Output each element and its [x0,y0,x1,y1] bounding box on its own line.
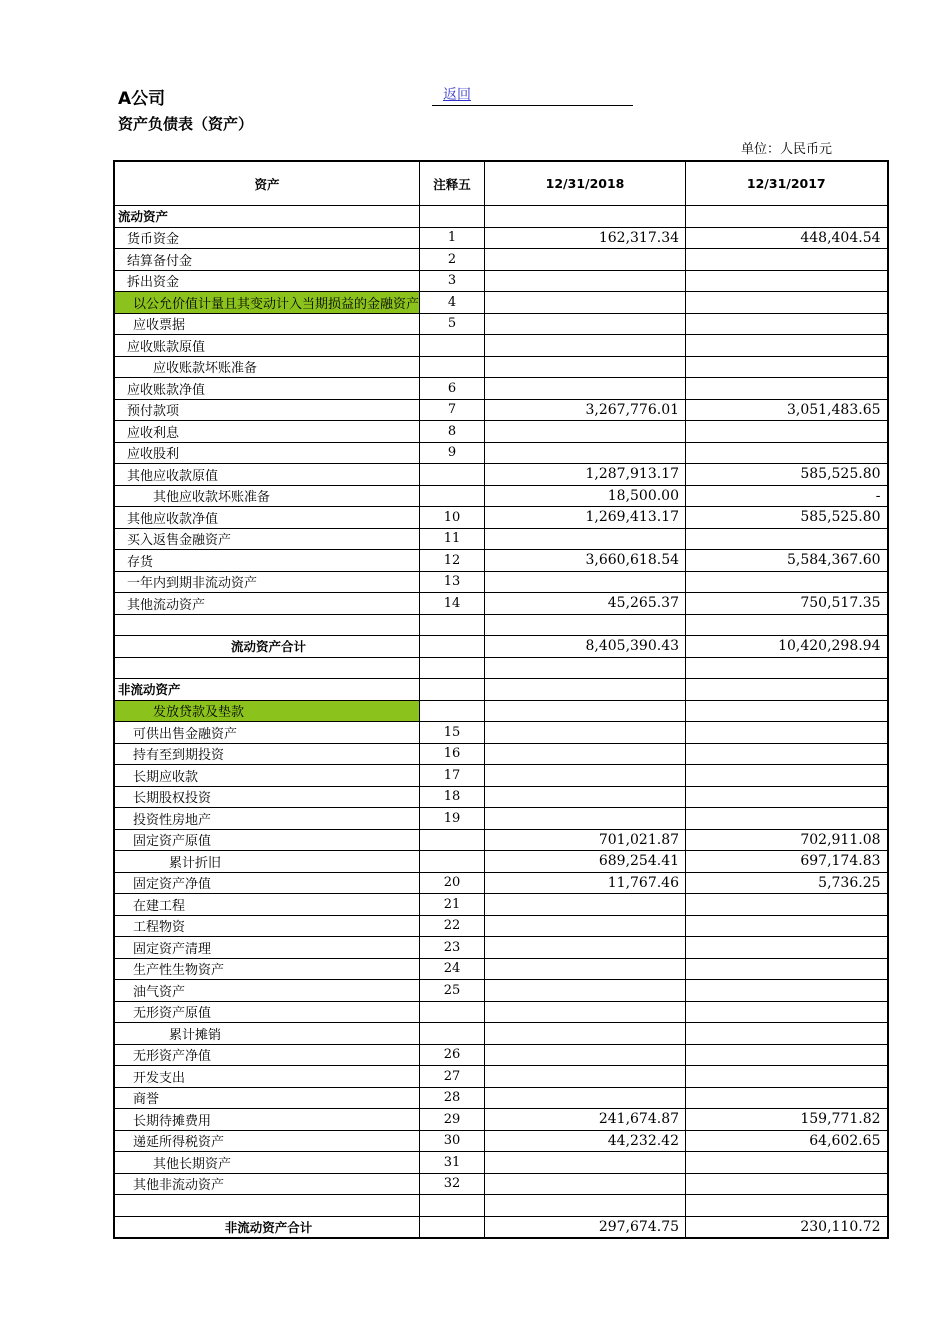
row-value-2018 [485,722,686,744]
row-note: 10 [420,507,485,529]
table-row [114,1087,888,1109]
row-value-2017 [686,206,888,228]
row-value-2018: 162,317.34 [485,227,686,249]
row-label: 买入返售金融资产 [114,528,420,550]
table-row [114,765,888,787]
row-value-2018 [485,679,686,701]
table-row [114,442,888,464]
row-value-2018 [485,270,686,292]
back-link-cell [432,84,633,106]
table-row [114,421,888,443]
row-value-2017: 5,584,367.60 [686,550,888,572]
row-value-2018 [485,442,686,464]
row-label: 结算备付金 [114,249,420,271]
row-value-2018 [485,1066,686,1088]
row-note [420,829,485,851]
table-row [114,700,888,722]
table-row [114,1044,888,1066]
row-label: 长期待摊费用 [114,1109,420,1131]
row-value-2017 [686,700,888,722]
row-label: 应收账款坏账准备 [114,356,420,378]
row-label: 应收票据 [114,313,420,335]
table-row [114,356,888,378]
row-label: 非流动资产 [114,679,420,701]
row-label: 发放贷款及垫款 [114,700,420,722]
table-row [114,571,888,593]
table-row [114,292,888,314]
table-row [114,464,888,486]
row-value-2017: 3,051,483.65 [686,399,888,421]
row-note: 15 [420,722,485,744]
row-label: 一年内到期非流动资产 [114,571,420,593]
row-note: 14 [420,593,485,615]
row-note: 12 [420,550,485,572]
row-label: 流动资产合计 [114,636,420,658]
table-row [114,378,888,400]
row-value-2018 [485,808,686,830]
table-row [114,1066,888,1088]
row-value-2018 [485,657,686,679]
row-value-2018 [485,378,686,400]
row-note: 3 [420,270,485,292]
row-label: 在建工程 [114,894,420,916]
table-row [114,722,888,744]
row-value-2017: 750,517.35 [686,593,888,615]
header-2017: 12/31/2017 [686,161,888,206]
row-note: 26 [420,1044,485,1066]
row-value-2017 [686,894,888,916]
back-link[interactable]: 返回 [443,87,471,103]
table-row [114,335,888,357]
row-value-2018 [485,356,686,378]
row-note [420,356,485,378]
row-note [420,1023,485,1045]
row-value-2017 [686,679,888,701]
row-value-2017 [686,743,888,765]
row-value-2018 [485,915,686,937]
row-value-2017: 697,174.83 [686,851,888,873]
row-note: 19 [420,808,485,830]
row-label: 其他应收款净值 [114,507,420,529]
row-note: 9 [420,442,485,464]
row-value-2018 [485,1195,686,1217]
row-value-2017 [686,571,888,593]
table-row [114,786,888,808]
row-value-2017 [686,1023,888,1045]
row-value-2017: 5,736.25 [686,872,888,894]
row-value-2018 [485,980,686,1002]
row-note [420,485,485,507]
row-label: 生产性生物资产 [114,958,420,980]
table-row [114,915,888,937]
row-note [420,636,485,658]
table-row [114,1152,888,1174]
table-row [114,1130,888,1152]
row-label: 固定资产原值 [114,829,420,851]
row-value-2018 [485,1044,686,1066]
row-label: 其他非流动资产 [114,1173,420,1195]
row-label: 应收账款原值 [114,335,420,357]
row-label: 拆出资金 [114,270,420,292]
table-row [114,593,888,615]
row-value-2018 [485,937,686,959]
row-value-2018 [485,571,686,593]
row-label: 预付款项 [114,399,420,421]
row-note [420,700,485,722]
row-note: 20 [420,872,485,894]
row-value-2017: 585,525.80 [686,507,888,529]
row-value-2017 [686,1195,888,1217]
row-label: 累计摊销 [114,1023,420,1045]
row-value-2017 [686,1087,888,1109]
row-note: 25 [420,980,485,1002]
row-value-2017 [686,249,888,271]
row-value-2017 [686,1173,888,1195]
row-value-2018 [485,894,686,916]
row-label [114,614,420,636]
row-label: 商誉 [114,1087,420,1109]
table-row [114,1023,888,1045]
row-value-2017: - [686,485,888,507]
row-value-2017 [686,1044,888,1066]
table-row [114,743,888,765]
row-value-2017 [686,614,888,636]
row-value-2018: 44,232.42 [485,1130,686,1152]
row-value-2018 [485,528,686,550]
row-value-2017 [686,292,888,314]
row-value-2018 [485,1023,686,1045]
row-value-2018 [485,1001,686,1023]
row-value-2018 [485,743,686,765]
table-row [114,206,888,228]
row-value-2017: 10,420,298.94 [686,636,888,658]
row-note: 24 [420,958,485,980]
row-note: 31 [420,1152,485,1174]
row-value-2017 [686,421,888,443]
row-value-2018 [485,335,686,357]
table-row [114,636,888,658]
table-row [114,1001,888,1023]
header-row [114,161,888,206]
row-value-2017 [686,786,888,808]
row-value-2018: 3,660,618.54 [485,550,686,572]
row-note: 18 [420,786,485,808]
row-note: 8 [420,421,485,443]
row-label: 其他应收款坏账准备 [114,485,420,507]
table-row [114,227,888,249]
row-value-2018: 3,267,776.01 [485,399,686,421]
row-label: 开发支出 [114,1066,420,1088]
row-label: 无形资产原值 [114,1001,420,1023]
row-label: 应收股利 [114,442,420,464]
row-value-2017 [686,657,888,679]
table-row [114,980,888,1002]
row-value-2018 [485,421,686,443]
row-value-2017 [686,528,888,550]
row-value-2018 [485,313,686,335]
table-row [114,550,888,572]
row-value-2018: 1,269,413.17 [485,507,686,529]
row-value-2017 [686,335,888,357]
row-note: 21 [420,894,485,916]
row-label: 累计折旧 [114,851,420,873]
row-note [420,1216,485,1238]
row-label: 递延所得税资产 [114,1130,420,1152]
table-row [114,808,888,830]
row-value-2017: 702,911.08 [686,829,888,851]
row-value-2018 [485,1173,686,1195]
row-note: 4 [420,292,485,314]
currency-unit: 单位：人民币元 [740,142,832,157]
row-value-2017 [686,270,888,292]
table-row [114,313,888,335]
row-value-2018 [485,700,686,722]
row-value-2018: 689,254.41 [485,851,686,873]
row-note: 2 [420,249,485,271]
row-note: 32 [420,1173,485,1195]
row-value-2017 [686,1066,888,1088]
table-row [114,829,888,851]
row-value-2017: 230,110.72 [686,1216,888,1238]
row-value-2017: 64,602.65 [686,1130,888,1152]
row-value-2017 [686,722,888,744]
row-value-2017 [686,958,888,980]
row-note [420,614,485,636]
row-label [114,1195,420,1217]
table-row [114,679,888,701]
row-note [420,657,485,679]
row-note: 16 [420,743,485,765]
row-label: 以公允价值计量且其变动计入当期损益的金融资产 [114,292,420,314]
row-note: 7 [420,399,485,421]
table-row [114,249,888,271]
table-row [114,507,888,529]
row-label: 存货 [114,550,420,572]
row-value-2018 [485,1152,686,1174]
table-row [114,657,888,679]
row-value-2018: 8,405,390.43 [485,636,686,658]
row-label: 投资性房地产 [114,808,420,830]
row-value-2018 [485,1087,686,1109]
row-label: 固定资产清理 [114,937,420,959]
row-label: 流动资产 [114,206,420,228]
row-value-2018: 701,021.87 [485,829,686,851]
row-value-2017: 448,404.54 [686,227,888,249]
row-note [420,851,485,873]
row-value-2018: 11,767.46 [485,872,686,894]
row-note: 11 [420,528,485,550]
row-value-2017 [686,442,888,464]
table-row [114,894,888,916]
row-label: 油气资产 [114,980,420,1002]
row-value-2018 [485,292,686,314]
row-value-2017 [686,915,888,937]
table-row [114,1109,888,1131]
row-label: 长期股权投资 [114,786,420,808]
header-asset: 资产 [114,161,420,206]
balance-sheet-table [113,160,889,1239]
table-row [114,1195,888,1217]
row-value-2018: 241,674.87 [485,1109,686,1131]
row-note [420,206,485,228]
row-label: 其他长期资产 [114,1152,420,1174]
row-label: 可供出售金融资产 [114,722,420,744]
row-note: 23 [420,937,485,959]
row-value-2017 [686,1152,888,1174]
row-value-2018 [485,786,686,808]
row-value-2018 [485,958,686,980]
table-row [114,399,888,421]
table-row [114,937,888,959]
row-value-2018: 18,500.00 [485,485,686,507]
row-label: 货币资金 [114,227,420,249]
row-label: 长期应收款 [114,765,420,787]
row-value-2017: 159,771.82 [686,1109,888,1131]
row-label: 无形资产净值 [114,1044,420,1066]
row-note [420,1195,485,1217]
row-note: 6 [420,378,485,400]
row-value-2017 [686,313,888,335]
row-label: 其他流动资产 [114,593,420,615]
page-title: 资产负债表（资产） [118,115,254,133]
row-note: 13 [420,571,485,593]
row-label [114,657,420,679]
row-note: 1 [420,227,485,249]
row-note: 28 [420,1087,485,1109]
row-value-2018 [485,206,686,228]
row-note: 27 [420,1066,485,1088]
row-value-2018 [485,249,686,271]
table-row [114,270,888,292]
row-label: 固定资产净值 [114,872,420,894]
row-value-2017 [686,1001,888,1023]
row-value-2018 [485,614,686,636]
row-note: 29 [420,1109,485,1131]
row-value-2018 [485,765,686,787]
row-value-2017 [686,937,888,959]
row-value-2018: 45,265.37 [485,593,686,615]
row-label: 非流动资产合计 [114,1216,420,1238]
row-label: 应收利息 [114,421,420,443]
row-note [420,679,485,701]
table-row [114,485,888,507]
table-row [114,1173,888,1195]
row-value-2017: 585,525.80 [686,464,888,486]
row-note: 5 [420,313,485,335]
row-note: 17 [420,765,485,787]
row-note [420,335,485,357]
row-note [420,1001,485,1023]
row-label: 持有至到期投资 [114,743,420,765]
company-name: A公司 [118,89,166,109]
row-note [420,464,485,486]
row-label: 工程物资 [114,915,420,937]
row-label: 应收账款净值 [114,378,420,400]
table-row [114,958,888,980]
row-value-2017 [686,356,888,378]
table-row [114,1216,888,1238]
row-note: 22 [420,915,485,937]
table-row [114,851,888,873]
header-note: 注释五 [420,161,485,206]
row-value-2017 [686,378,888,400]
row-label: 其他应收款原值 [114,464,420,486]
row-value-2018: 297,674.75 [485,1216,686,1238]
row-note: 30 [420,1130,485,1152]
header-2018: 12/31/2018 [485,161,686,206]
table-row [114,614,888,636]
row-value-2018: 1,287,913.17 [485,464,686,486]
table-row [114,872,888,894]
row-value-2017 [686,808,888,830]
table-row [114,528,888,550]
row-value-2017 [686,980,888,1002]
row-value-2017 [686,765,888,787]
